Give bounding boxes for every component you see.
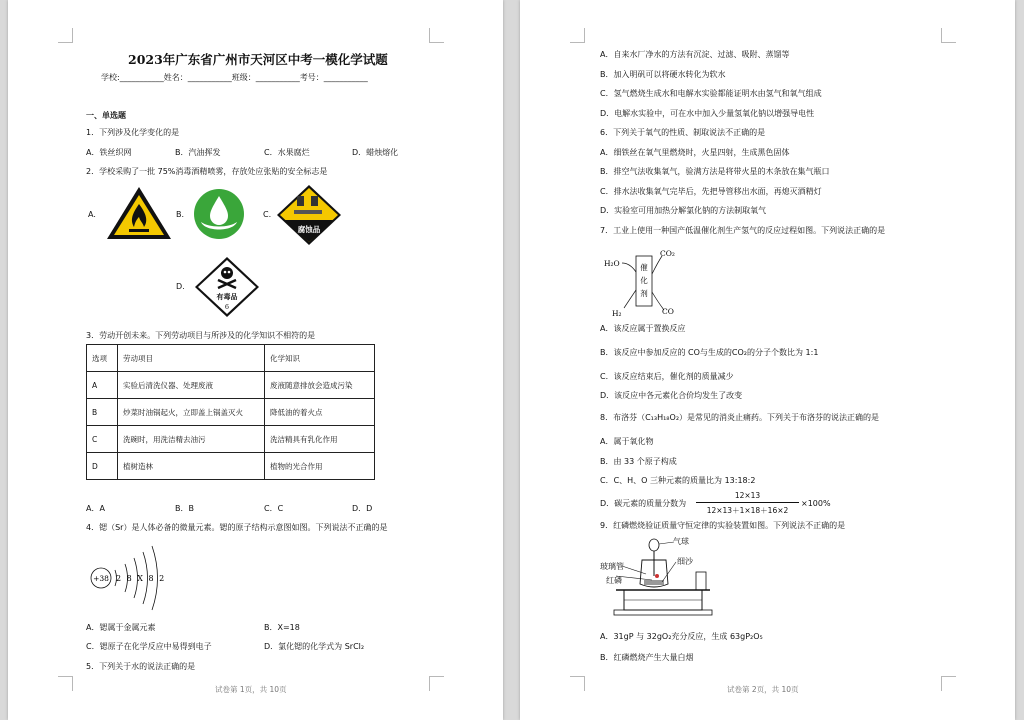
- table-cell: 降低油的着火点: [265, 399, 375, 426]
- water-saving-sign-icon: [193, 188, 245, 240]
- q8-option-c: C．C、H、O 三种元素的质量比为 13:18:2: [600, 476, 756, 485]
- corrosive-sign-icon: [276, 184, 342, 246]
- q2-label-c: C.: [263, 210, 272, 219]
- table-row: [87, 453, 375, 480]
- table-cell: D: [87, 453, 118, 480]
- table-cell: 洗碗时，用洗洁精去油污: [118, 426, 265, 453]
- table-cell: 废液随意排放会造成污染: [265, 372, 375, 399]
- diagram-label-h2: H₂: [612, 309, 622, 318]
- q3-option-c: C．C: [264, 504, 284, 513]
- crop-mark: [570, 28, 585, 43]
- crop-mark: [941, 676, 956, 691]
- crop-mark: [941, 28, 956, 43]
- q2-label-d: D.: [176, 282, 185, 291]
- table-header-cell: 选项: [87, 345, 118, 372]
- table-header-cell: 化学知识: [265, 345, 375, 372]
- q5-option-b: B．加入明矾可以将硬水转化为软水: [600, 70, 726, 79]
- label-red-phosphorus: 红磷: [606, 576, 622, 585]
- q8-stem: 8．布洛芬（C₁₃H₁₈O₂）是常见的消炎止痛药。下列关于布洛芬的说法正确的是: [600, 413, 880, 422]
- table-cell: 实验后清洗仪器、处理废液: [118, 372, 265, 399]
- table-cell: B: [87, 399, 118, 426]
- q8-option-a: A．属于氧化物: [600, 437, 654, 446]
- q7-option-d: D．该反应中各元素化合价均发生了改变: [600, 391, 743, 400]
- page-2: [520, 0, 1015, 720]
- flammable-sign-icon: [104, 184, 174, 242]
- q4-option-b: B．X=18: [264, 623, 300, 632]
- q1-option-a: A．铁丝织网: [86, 148, 132, 157]
- q3-stem: 3．劳动开创未来。下列劳动项目与所涉及的化学知识不相符的是: [86, 331, 316, 340]
- page-1: [8, 0, 503, 720]
- q7-option-b: B．该反应中参加反应的 CO与生成的CO₂的分子个数比为 1:1: [600, 348, 819, 357]
- catalyst-char: 化: [640, 276, 648, 285]
- toxic-sign-label: 有毒品: [216, 292, 238, 301]
- page-footer: 试卷第 2页，共 10页: [727, 685, 799, 694]
- section-heading: 一、单选题: [86, 111, 126, 120]
- q1-stem: 1．下列涉及化学变化的是: [86, 128, 180, 137]
- table-header-row: [87, 345, 375, 372]
- toxic-sign-icon: [194, 256, 260, 318]
- q7-option-c: C．该反应结束后，催化剂的质量减少: [600, 372, 734, 381]
- catalyst-char: 剂: [640, 289, 648, 298]
- q5-option-d: D．电解水实验中，可在水中加入少量氢氧化钠以增强导电性: [600, 109, 815, 118]
- fraction-tail: ×100%: [801, 499, 831, 508]
- catalyst-char: 催: [640, 263, 648, 272]
- q9-stem: 9．红磷燃烧验证质量守恒定律的实验装置如图。下列说法不正确的是: [600, 521, 846, 530]
- table-row: [87, 372, 375, 399]
- student-info-line: 学校:___________姓名：___________班级：___________考号：___________: [101, 73, 368, 82]
- q6-option-c: C．排水法收集氧气完毕后，先把导管移出水面，再熄灭酒精灯: [600, 187, 822, 196]
- crop-mark: [429, 676, 444, 691]
- q2-label-a: A.: [88, 210, 96, 219]
- corrosive-sign-label: 腐蚀品: [297, 225, 321, 234]
- q6-stem: 6．下列关于氧气的性质、制取说法不正确的是: [600, 128, 766, 137]
- q9-option-b: B．红磷燃烧产生大量白烟: [600, 653, 694, 662]
- q3-table: [86, 344, 375, 480]
- q2-label-b: B.: [176, 210, 185, 219]
- q7-stem: 7．工业上使用一种国产低温催化剂生产氢气的反应过程如图。下列说法正确的是: [600, 226, 886, 235]
- nucleus-charge: +38: [93, 574, 109, 583]
- diagram-label-co: CO: [662, 307, 674, 316]
- table-cell: 植物的光合作用: [265, 453, 375, 480]
- q7-option-a: A．该反应属于置换反应: [600, 324, 686, 333]
- label-sand: 细沙: [677, 557, 693, 566]
- q6-option-d: D．实验室可用加热分解氯化钠的方法制取氧气: [600, 206, 767, 215]
- toxic-sign-number: 6: [224, 303, 230, 311]
- q9-option-a: A．31gP 与 32gO₂充分反应，生成 63gP₂O₅: [600, 632, 763, 641]
- table-cell: 炒菜时油锅起火，立即盖上锅盖灭火: [118, 399, 265, 426]
- fraction-numerator: 12×13: [734, 491, 761, 500]
- q8-option-b: B．由 33 个原子构成: [600, 457, 677, 466]
- diagram-label-co2: CO₂: [660, 249, 675, 258]
- table-cell: C: [87, 426, 118, 453]
- table-row: [87, 399, 375, 426]
- q6-option-a: A．细铁丝在氧气里燃烧时，火星四射，生成黑色固体: [600, 148, 790, 157]
- table-cell: 洗洁精具有乳化作用: [265, 426, 375, 453]
- q2-stem: 2．学校采购了一批 75%消毒酒精喷雾，存放处应张贴的安全标志是: [86, 167, 328, 176]
- q5-option-c: C．氢气燃烧生成水和电解水实验都能证明水由氢气和氧气组成: [600, 89, 822, 98]
- catalyst-process-diagram: [602, 244, 684, 318]
- table-row: [87, 426, 375, 453]
- label-balloon: 气球: [673, 537, 689, 546]
- diagram-label-h2o: H₂O: [604, 259, 620, 268]
- page-footer: 试卷第 1页，共 10页: [215, 685, 287, 694]
- label-glass-tube: 玻璃管: [600, 562, 624, 571]
- q1-option-d: D．蜡烛熔化: [352, 148, 399, 157]
- q4-option-d: D．氯化锶的化学式为 SrCl₂: [264, 642, 365, 651]
- q4-option-c: C．锶原子在化学反应中易得到电子: [86, 642, 212, 651]
- q5-stem: 5．下列关于水的说法正确的是: [86, 662, 196, 671]
- strontium-atom-diagram: [88, 543, 168, 613]
- q1-option-c: C．水果腐烂: [264, 148, 310, 157]
- crop-mark: [570, 676, 585, 691]
- q8-option-d: D．碳元素的质量分数为: [600, 499, 687, 508]
- fraction-denominator: 12×13＋1×18＋16×2: [706, 506, 789, 515]
- table-header-cell: 劳动项目: [118, 345, 265, 372]
- fraction-bar: [696, 502, 799, 503]
- crop-mark: [58, 28, 73, 43]
- q4-stem: 4．锶（Sr）是人体必备的微量元素。锶的原子结构示意图如图。下列说法不正确的是: [86, 523, 388, 532]
- table-cell: 植树造林: [118, 453, 265, 480]
- crop-mark: [58, 676, 73, 691]
- q3-option-d: D．D: [352, 504, 373, 513]
- q6-option-b: B．排空气法收集氧气，验满方法是将带火星的木条放在集气瓶口: [600, 167, 830, 176]
- q3-option-b: B．B: [175, 504, 194, 513]
- q3-option-a: A．A: [86, 504, 105, 513]
- electron-shells: 2 8 X 8 2: [116, 574, 166, 583]
- q4-option-a: A．锶属于金属元素: [86, 623, 156, 632]
- page-title: 2023年广东省广州市天河区中考一模化学试题: [128, 52, 388, 67]
- table-cell: A: [87, 372, 118, 399]
- crop-mark: [429, 28, 444, 43]
- q1-option-b: B．汽油挥发: [175, 148, 221, 157]
- q5-option-a: A．自来水厂净水的方法有沉淀、过滤、吸附、蒸馏等: [600, 50, 790, 59]
